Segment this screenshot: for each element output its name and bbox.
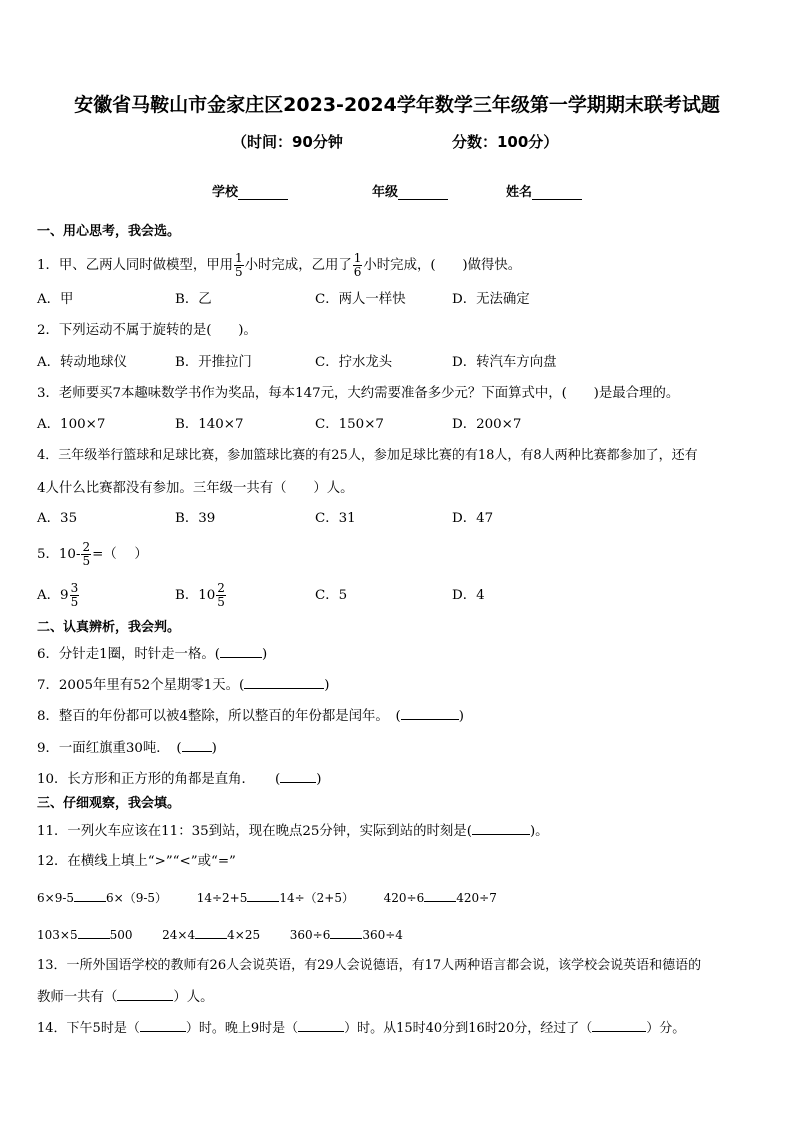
question-8: 8．整百的年份都可以被4整除，所以整百的年份都是闰年。 ( ) [37, 709, 464, 724]
answer-blank[interactable] [472, 822, 530, 835]
fraction: $\frac{3}{5}$ [70, 581, 79, 609]
q3-option-d[interactable]: D．200×7 [452, 417, 522, 432]
q2-option-d[interactable]: D．转汽车方向盘 [452, 355, 557, 370]
q5-option-c[interactable]: C．5 [315, 588, 348, 603]
question-4-line-1: 4．三年级举行篮球和足球比赛，参加篮球比赛的有25人，参加足球比赛的有18人，有8人两种比赛都参加了，还有 [37, 448, 698, 463]
q2-option-a[interactable]: A．转动地球仪 [37, 355, 128, 370]
compare-blank[interactable] [74, 889, 106, 902]
grade-blank[interactable] [398, 185, 448, 200]
q3-option-b[interactable]: B．140×7 [175, 417, 244, 432]
q2-option-b[interactable]: B．开推拉门 [175, 355, 252, 370]
question-13-line-2: 教师一共有（ ）人。 [37, 990, 214, 1005]
q4-option-d[interactable]: D．47 [452, 511, 494, 526]
q12-row-2: 103×5 500 24×4 4×25 360÷6 360÷4 [37, 928, 403, 942]
question-6: 6．分针走1圈，时针走一格。( ) [37, 647, 268, 662]
fraction: $\frac{2}{5}$ [82, 540, 91, 568]
section-3-heading: 三、仔细观察，我会填。 [37, 796, 181, 811]
question-13-line-1: 13．一所外国语学校的教师有26人会说英语，有29人会说德语，有17人两种语言都会说，该学校会说英语和德语的 [37, 958, 702, 973]
fraction: $\frac{2}{5}$ [217, 581, 225, 609]
answer-blank[interactable] [117, 988, 173, 1001]
answer-blank[interactable] [182, 739, 212, 752]
question-7: 7．2005年里有52个星期零1天。( ) [37, 678, 330, 693]
question-5: 5．10- $\frac{2}{5}$ =（ ） [37, 540, 148, 568]
question-3: 3．老师要买7本趣味数学书作为奖品，每本147元，大约需要准备多少元？下面算式中，( )是最合理的。 [37, 386, 680, 401]
q1-option-c[interactable]: C．两人一样快 [315, 292, 406, 307]
q1-option-d[interactable]: D．无法确定 [452, 292, 530, 307]
q5-option-b[interactable]: B．10 $\frac{2}{5}$ [175, 581, 225, 609]
question-11: 11．一列火车应该在11：35到站，现在晚点25分钟，实际到站的时刻是( )。 [37, 824, 549, 839]
q3-option-c[interactable]: C．150×7 [315, 417, 384, 432]
page-title: 安徽省马鞍山市金家庄区2023-2024学年数学三年级第一学期期末联考试题 [74, 94, 720, 116]
q4-option-a[interactable]: A．35 [37, 511, 78, 526]
compare-blank[interactable] [330, 926, 362, 939]
answer-blank[interactable] [140, 1019, 186, 1032]
name-blank[interactable] [532, 185, 582, 200]
compare-blank[interactable] [247, 889, 279, 902]
q1-option-b[interactable]: B．乙 [175, 292, 212, 307]
fraction: $\frac{1}{5}$ [235, 251, 243, 279]
answer-blank[interactable] [220, 645, 262, 658]
q4-option-b[interactable]: B．39 [175, 511, 216, 526]
q5-option-a[interactable]: A．9 $\frac{3}{5}$ [37, 581, 79, 609]
q12-row-1: 6×9-5 6×（9-5） 14÷2+5 14÷（2+5） 420÷6 420÷7 [37, 891, 497, 905]
fraction: $\frac{1}{6}$ [353, 251, 362, 279]
grade-field: 年级 [372, 181, 448, 200]
question-10: 10．长方形和正方形的角都是直角． ( ) [37, 772, 322, 787]
compare-blank[interactable] [195, 926, 227, 939]
q2-option-c[interactable]: C．拧水龙头 [315, 355, 393, 370]
question-4-line-2: 4人什么比赛都没有参加。三年级一共有（ ）人。 [37, 481, 354, 496]
exam-score: 分数：100分） [452, 133, 559, 151]
answer-blank[interactable] [592, 1019, 646, 1032]
school-field: 学校 [212, 181, 288, 200]
answer-blank[interactable] [280, 770, 316, 783]
q3-option-a[interactable]: A．100×7 [37, 417, 106, 432]
school-blank[interactable] [238, 185, 288, 200]
answer-blank[interactable] [244, 676, 324, 689]
answer-blank[interactable] [401, 707, 459, 720]
question-9: 9．一面红旗重30吨． ( ) [37, 741, 217, 756]
compare-blank[interactable] [424, 889, 456, 902]
question-2: 2．下列运动不属于旋转的是( )。 [37, 323, 257, 338]
question-14: 14．下午5时是（ ）时。晚上9时是（ ）时。从15时40分到16时20分，经过了（ ）分。 [37, 1021, 686, 1036]
q1-option-a[interactable]: A．甲 [37, 292, 74, 307]
compare-blank[interactable] [78, 926, 110, 939]
question-12: 12．在横线上填上“>”“<”或“=” [37, 854, 236, 869]
q4-option-c[interactable]: C．31 [315, 511, 356, 526]
name-field: 姓名 [506, 181, 582, 200]
answer-blank[interactable] [298, 1019, 344, 1032]
section-2-heading: 二、认真辨析，我会判。 [37, 620, 181, 635]
section-1-heading: 一、用心思考，我会选。 [37, 224, 181, 239]
question-1: 1．甲、乙两人同时做模型，甲用 $\frac{1}{5}$ 小时完成，乙用了 $\frac{1}{6}$ 小时完成，( )做得快。 [37, 251, 522, 279]
exam-time: （时间：90分钟 [232, 133, 343, 151]
q5-option-d[interactable]: D．4 [452, 588, 485, 603]
